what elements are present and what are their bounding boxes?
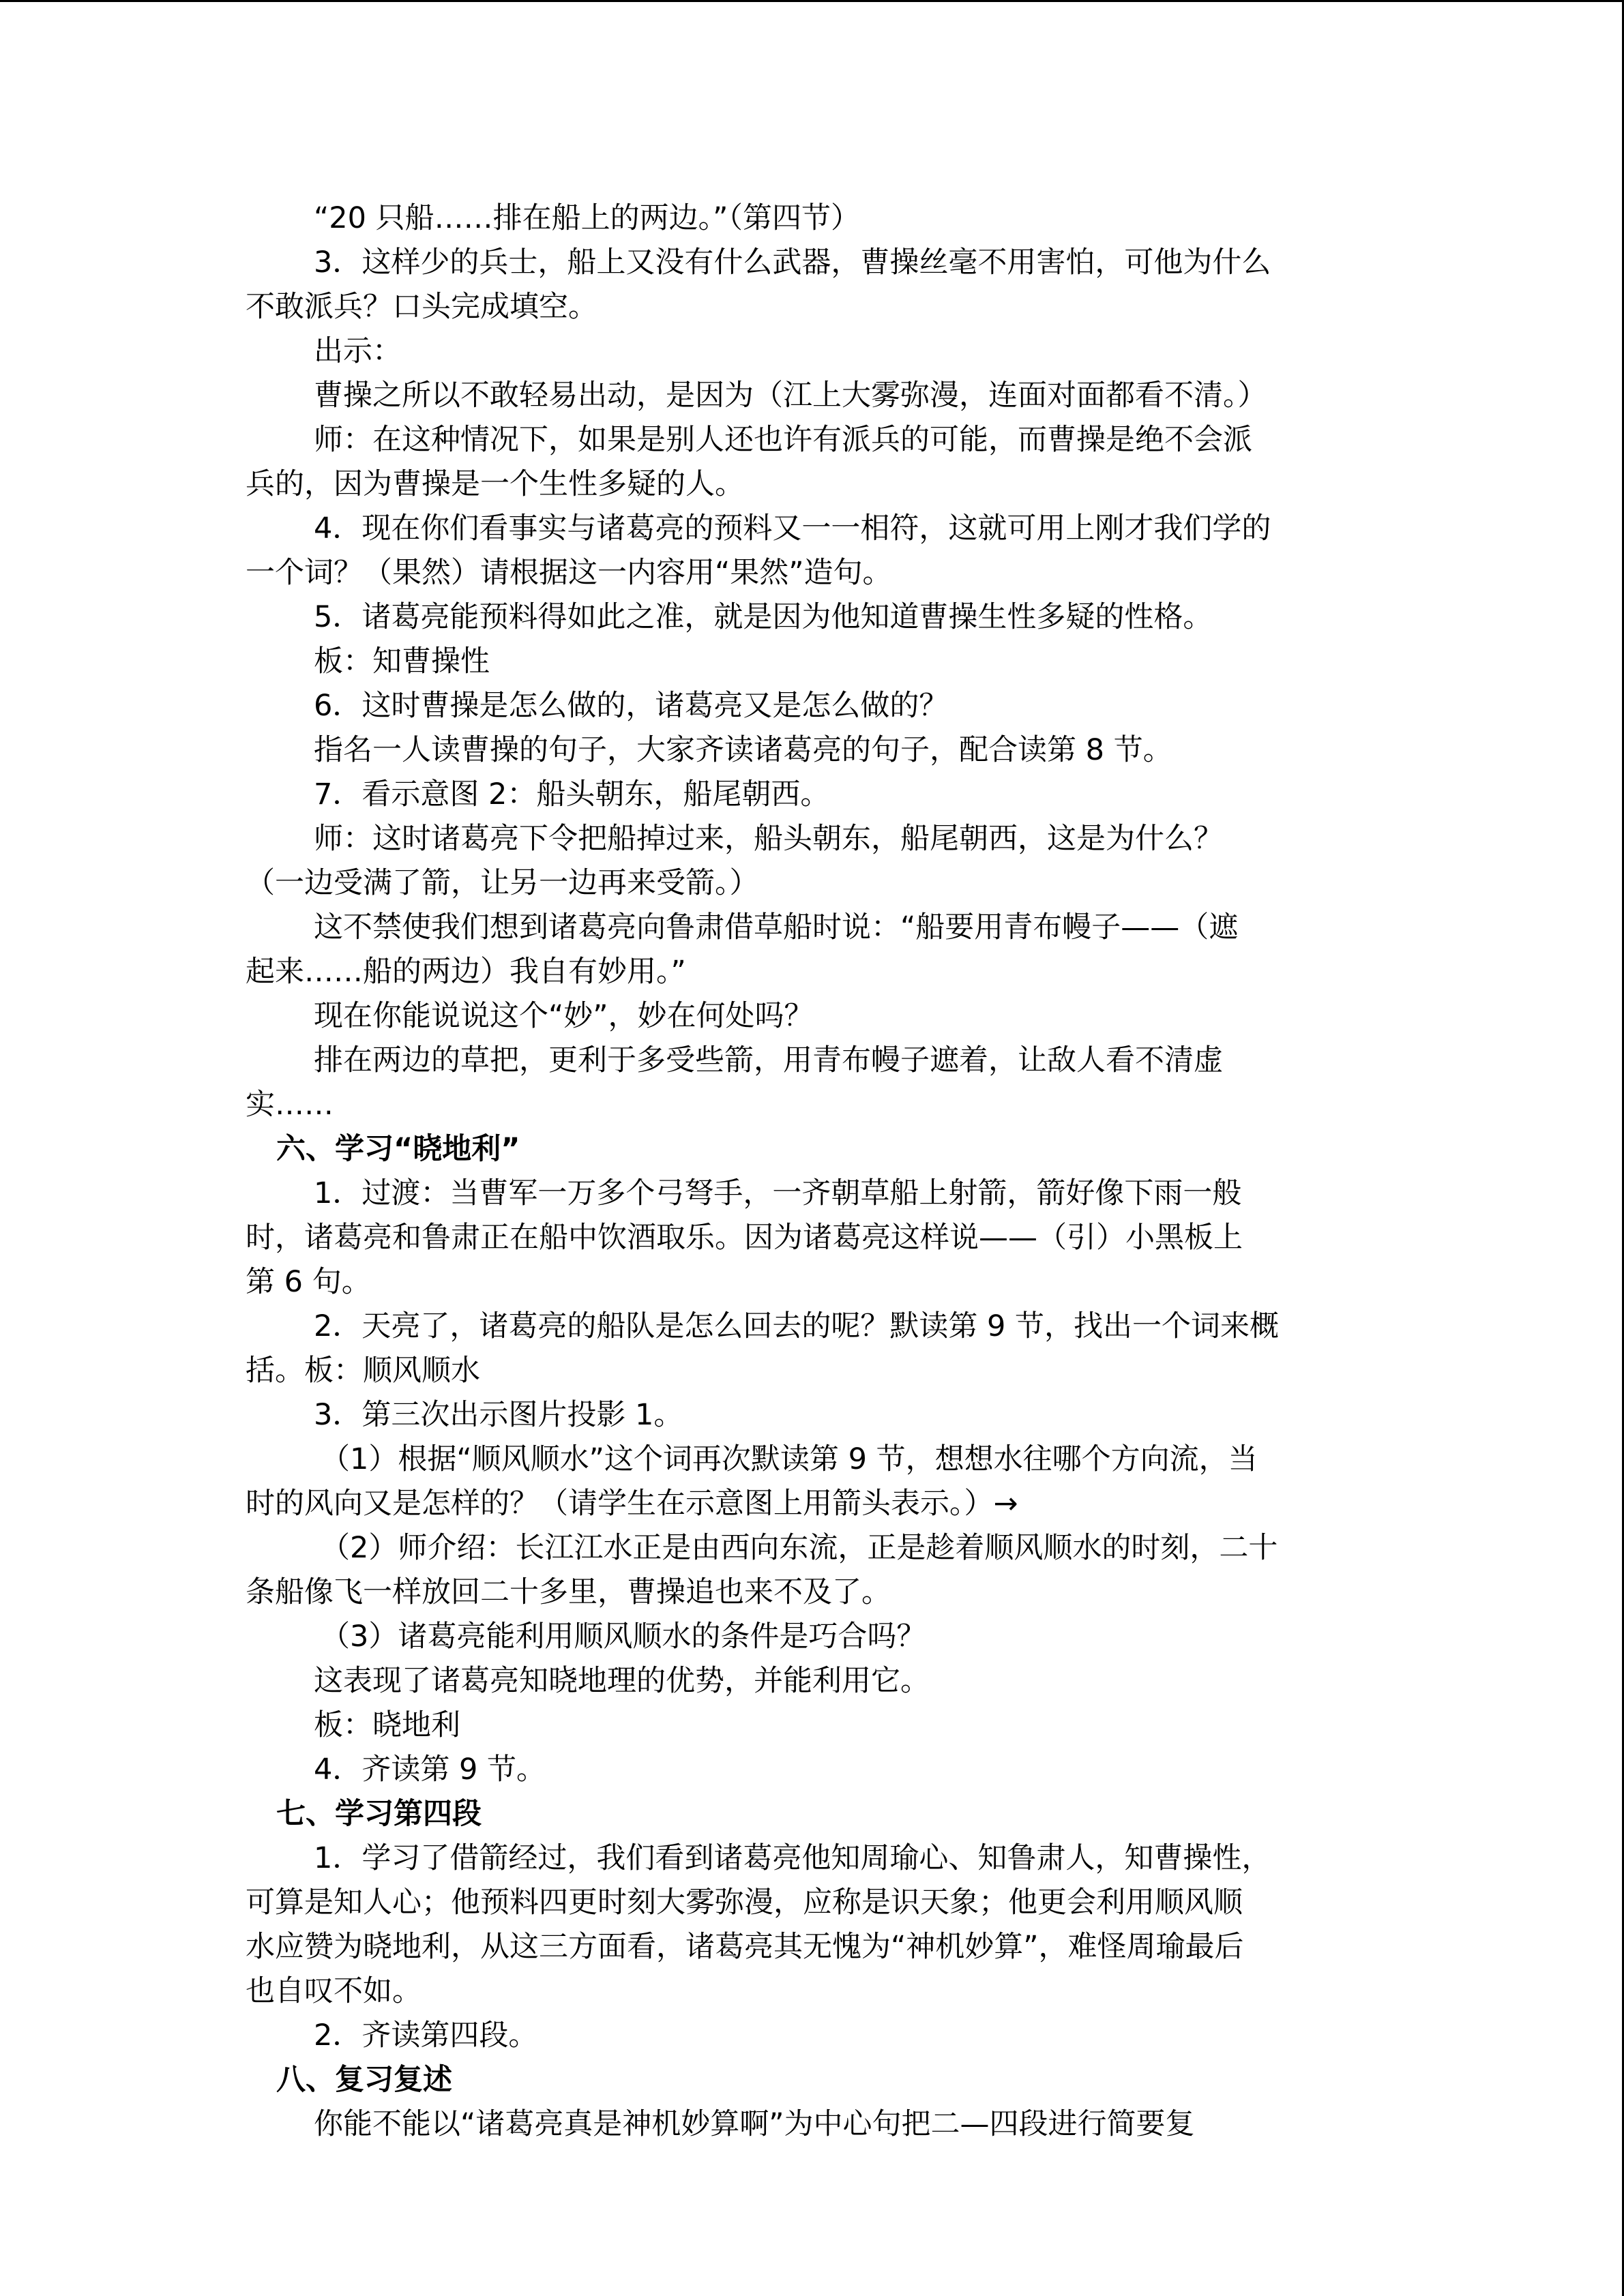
paragraph-line: 这表现了诸葛亮知晓地理的优势，并能利用它。 (314, 1664, 930, 1698)
paragraph-line: 4．现在你们看事实与诸葛亮的预料又一一相符，这就可用上刚才我们学的 (314, 511, 1271, 546)
paragraph-line: 括。板：顺风顺水 (246, 1354, 480, 1388)
paragraph-line: 4．齐读第 9 节。 (314, 1753, 546, 1787)
paragraph-line: 不敢派兵？口头完成填空。 (246, 290, 597, 324)
paragraph-line: 水应赞为晓地利，从这三方面看，诸葛亮其无愧为“神机妙算”，难怪周瑜最后 (246, 1930, 1244, 1964)
paragraph-line: 兵的，因为曹操是一个生性多疑的人。 (246, 467, 744, 501)
paragraph-line: （3）诸葛亮能利用顺风顺水的条件是巧合吗？ (321, 1620, 926, 1654)
paragraph-line: 师：这时诸葛亮下令把船掉过来，船头朝东，船尾朝西，这是为什么？ (314, 822, 1223, 856)
paragraph-line: 3．第三次出示图片投影 1。 (314, 1398, 683, 1432)
paragraph-line: 你能不能以“诸葛亮真是神机妙算啊”为中心句把二—四段进行简要复 (314, 2107, 1195, 2141)
paragraph-line: 起来……船的两边）我自有妙用。” (246, 955, 686, 989)
paragraph-line: 指名一人读曹操的句子，大家齐读诸葛亮的句子，配合读第 8 节。 (314, 733, 1172, 767)
paragraph-line: 时的风向又是怎样的？（请学生在示意图上用箭头表示。）→ (246, 1487, 1018, 1521)
paragraph-line: 曹操之所以不敢轻易出动，是因为（江上大雾弥漫，连面对面都看不清。） (314, 378, 1267, 413)
paragraph-line: 可算是知人心；他预料四更时刻大雾弥漫，应称是识天象；他更会利用顺风顺 (246, 1885, 1243, 1920)
paragraph-line: 一个词？（果然）请根据这一内容用“果然”造句。 (246, 556, 892, 590)
section-heading: 七、学习第四段 (276, 1797, 482, 1831)
paragraph-line: 这不禁使我们想到诸葛亮向鲁肃借草船时说：“船要用青布幔子——（遮 (314, 910, 1239, 944)
paragraph-line: 现在你能说说这个“妙”，妙在何处吗？ (314, 999, 814, 1033)
paragraph-line: 排在两边的草把，更利于多受些箭，用青布幔子遮着，让敌人看不清虚 (314, 1043, 1223, 1077)
paragraph-line: （1）根据“顺风顺水”这个词再次默读第 9 节，想想水往哪个方向流，当 (321, 1442, 1258, 1476)
paragraph-line: 条船像飞一样放回二十多里，曹操追也来不及了。 (246, 1575, 891, 1609)
paragraph-line: 也自叹不如。 (246, 1974, 422, 2008)
section-heading: 八、复习复述 (276, 2063, 452, 2097)
paragraph-line: 5．诸葛亮能预料得如此之准，就是因为他知道曹操生性多疑的性格。 (314, 600, 1213, 634)
paragraph-line: 7．看示意图 2：船头朝东，船尾朝西。 (314, 777, 830, 811)
paragraph-line: 2．天亮了，诸葛亮的船队是怎么回去的呢？默读第 9 节，找出一个词来概 (314, 1309, 1280, 1343)
paragraph-line: 1．过渡：当曹军一万多个弓弩手，一齐朝草船上射箭，箭好像下雨一般 (314, 1176, 1242, 1210)
paragraph-line: 6．这时曹操是怎么做的，诸葛亮又是怎么做的？ (314, 689, 949, 723)
paragraph-line: 板：知曹操性 (314, 644, 490, 679)
paragraph-line: 第 6 句。 (246, 1265, 371, 1299)
paragraph-line: （2）师介绍：长江江水正是由西向东流，正是趁着顺风顺水的时刻，二十 (321, 1531, 1278, 1565)
paragraph-line: 2．齐读第四段。 (314, 2018, 538, 2053)
paragraph-line: 3．这样少的兵士，船上又没有什么武器，曹操丝毫不用害怕，可他为什么 (314, 245, 1271, 280)
paragraph-line: 1．学习了借箭经过，我们看到诸葛亮他知周瑜心、知鲁肃人，知曹操性， (314, 1841, 1271, 1875)
paragraph-line: 出示： (314, 334, 402, 368)
section-heading: 六、学习“晓地利” (276, 1132, 520, 1166)
paragraph-line: 师：在这种情况下，如果是别人还也许有派兵的可能，而曹操是绝不会派 (314, 423, 1252, 457)
paragraph-line: “20 只船……排在船上的两边。”（第四节） (314, 201, 860, 235)
paragraph-line: （一边受满了箭，让另一边再来受箭。） (246, 866, 759, 900)
paragraph-line: 实…… (246, 1088, 334, 1122)
paragraph-line: 时，诸葛亮和鲁肃正在船中饮酒取乐。因为诸葛亮这样说——（引）小黑板上 (246, 1221, 1243, 1255)
paragraph-line: 板：晓地利 (314, 1708, 460, 1742)
